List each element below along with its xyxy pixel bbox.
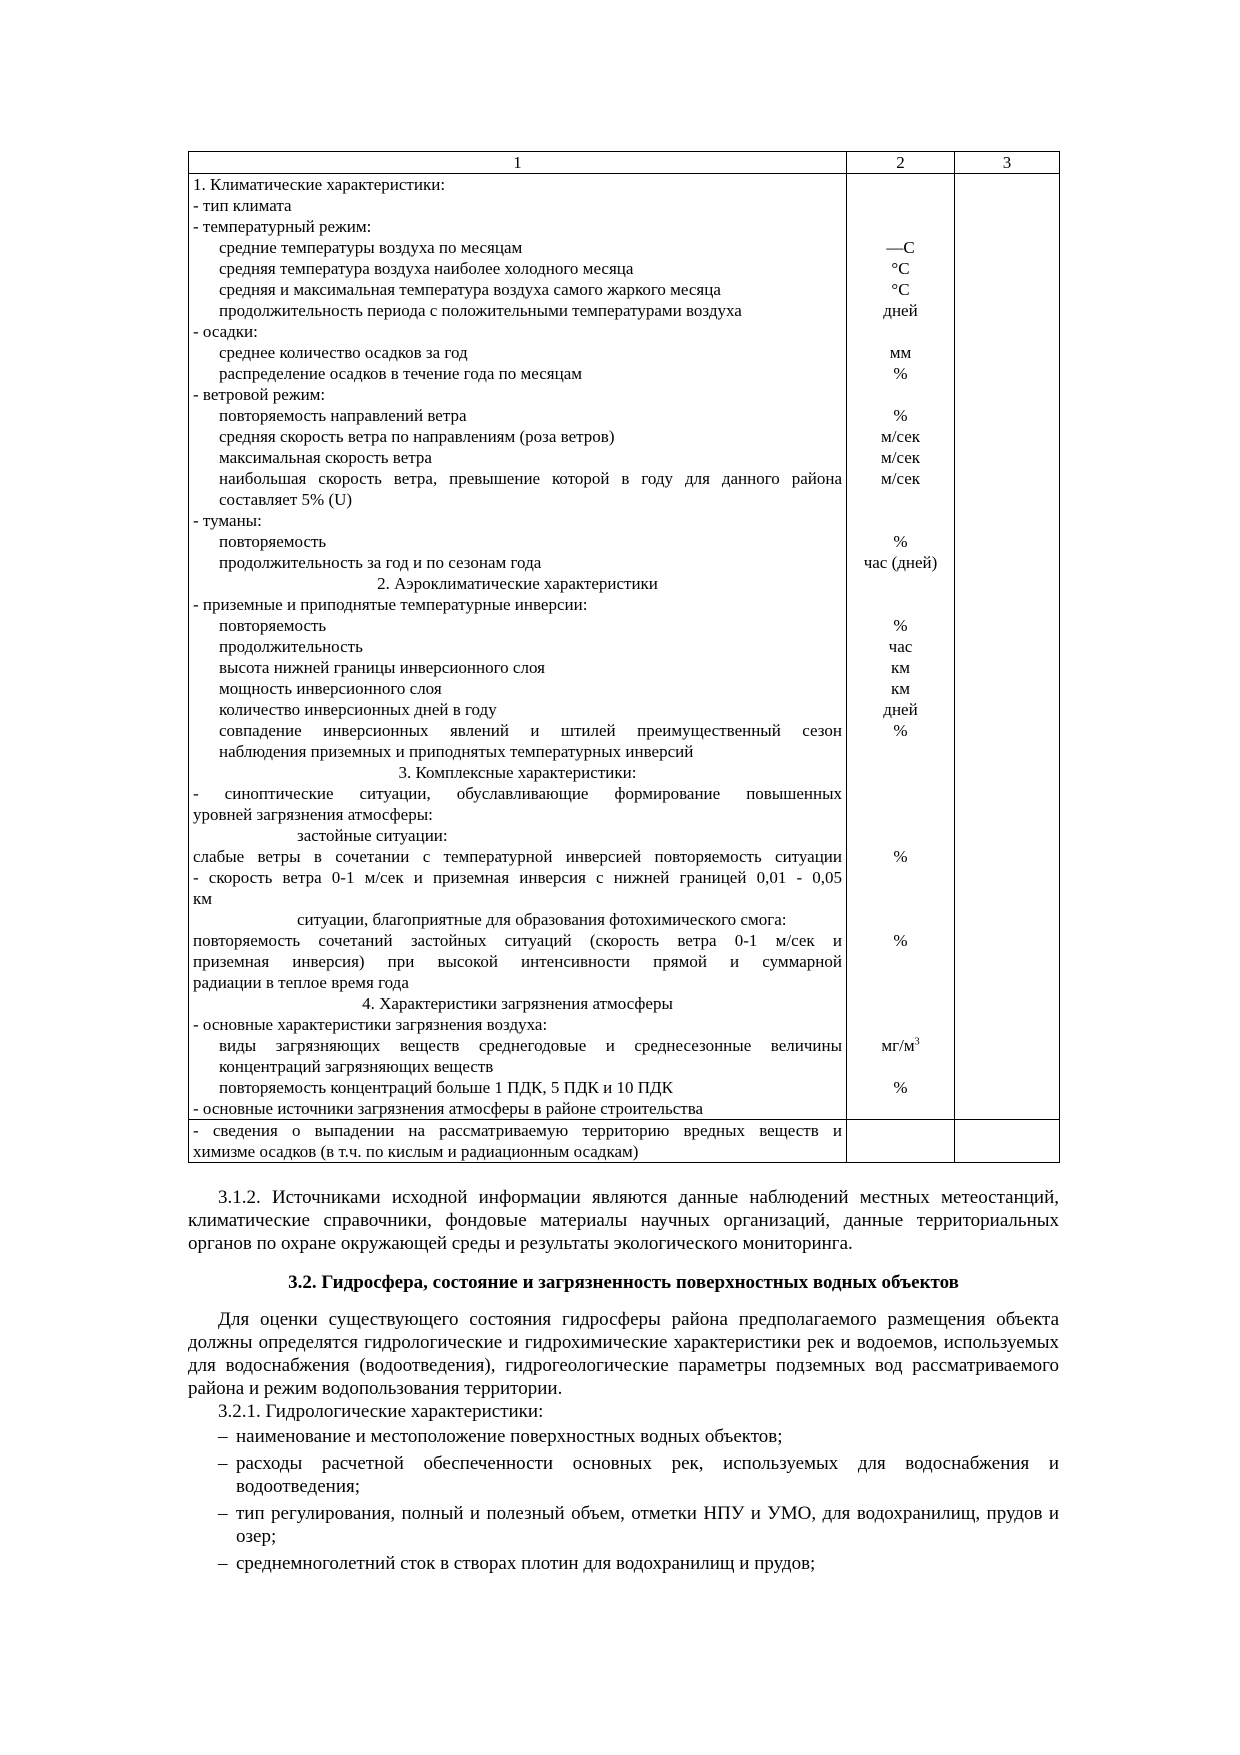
table-line: 3. Комплексные характеристики: (398, 763, 637, 782)
unit-label (851, 363, 950, 384)
table-line: средняя температура воздуха наиболее холодного месяца (219, 259, 634, 278)
unit-label (851, 1098, 950, 1119)
unit-label (851, 972, 950, 993)
header-col-2: 2 (847, 152, 955, 174)
paragraph-3-2-1: 3.2.1. Гидрологические характеристики: (218, 1401, 544, 1422)
table-line: - основные характеристики загрязнения воздуха: (193, 1015, 548, 1034)
table-line: продолжительность за год и по сезонам года (219, 553, 542, 572)
table-line: распределение осадков в течение года по месяцам (219, 364, 583, 383)
table-line: повторяемость направлений ветра (219, 406, 467, 425)
table-line: уровней загрязнения атмосферы: (193, 805, 433, 824)
unit-text: % (893, 406, 908, 425)
unit-text: % (893, 931, 908, 950)
table-line: - синоптические ситуации, обуславливающие формирование повышенных (193, 784, 842, 803)
unit-text: % (893, 721, 908, 740)
unit-label (851, 1077, 950, 1098)
climate-characteristics-table (188, 151, 1060, 1163)
unit-text: км (890, 658, 911, 677)
unit-label (851, 615, 950, 636)
section-text (188, 1186, 1059, 1575)
table-line: - осадки: (193, 322, 258, 341)
unit-label (851, 699, 950, 720)
table-line: радиации в теплое время года (193, 973, 409, 992)
unit-label (851, 384, 950, 405)
unit-text: мг/м (881, 1036, 915, 1055)
table-header-row (189, 152, 1060, 174)
paragraph-3-1-2: 3.1.2. Источниками исходной информации являются данные наблюдений местных метеостанций, климатические справочники, фондовые материалы научных организаций, данные территориальных органов по охране окружающей среды и результаты экологического мониторинга. (188, 1187, 1059, 1254)
table-line: максимальная скорость ветра (219, 448, 432, 467)
unit-superscript: 3 (914, 1036, 920, 1048)
table-line: количество инверсионных дней в году (219, 700, 497, 719)
unit-label (851, 237, 950, 258)
table-line: - сведения о выпадении на рассматриваемую территорию вредных веществ и (193, 1121, 842, 1140)
unit-label (851, 867, 950, 888)
unit-text: °C (891, 259, 910, 278)
unit-label (851, 720, 950, 741)
unit-label (851, 594, 950, 615)
table-line: повторяемость (219, 616, 327, 635)
unit-label (851, 279, 950, 300)
unit-label (851, 804, 950, 825)
table-line: - приземные и приподнятые температурные инверсии: (193, 595, 588, 614)
list-item (188, 1502, 1059, 1548)
unit-label (851, 909, 950, 930)
unit-text: % (893, 1078, 908, 1097)
unit-label (851, 657, 950, 678)
unit-label (851, 1056, 950, 1077)
unit-label (851, 1014, 950, 1035)
section-heading-3-2: 3.2. Гидросфера, состояние и загрязненность поверхностных водных объектов (288, 1272, 959, 1293)
unit-text: % (893, 616, 908, 635)
unit-text: —C (886, 238, 915, 257)
unit-text: м/сек (880, 469, 921, 488)
table-line: продолжительность (219, 637, 363, 656)
description-column (189, 174, 847, 1120)
unit-label (851, 510, 950, 531)
table-line: средняя скорость ветра по направлениям (роза ветров) (219, 427, 615, 446)
unit-label (851, 216, 950, 237)
unit-text: км (890, 679, 911, 698)
paragraph-hydrosphere: Для оценки существующего состояния гидросферы района предполагаемого размещения объекта должны определятся гидрологические и гидрохимические характеристики рек и водоемов, используемых для водоснабжения (водоотведения), гидрогеологические параметры подземных вод рассматриваемого района и режим водопользования территории. (188, 1309, 1059, 1399)
table-line: ситуации, благоприятные для образования фотохимического смога: (297, 910, 787, 929)
dash-bullet: – (218, 1453, 228, 1474)
unit-label (851, 1035, 950, 1056)
unit-label (851, 321, 950, 342)
unit-label (851, 930, 950, 951)
unit-text: час (дней) (863, 553, 938, 572)
unit-label (851, 258, 950, 279)
unit-label (851, 951, 950, 972)
unit-text: % (893, 532, 908, 551)
table-line: км (193, 889, 213, 908)
table-line: - основные источники загрязнения атмосферы в районе строительства (193, 1099, 704, 1118)
unit-label (851, 174, 950, 195)
unit-label (851, 426, 950, 447)
table-line: застойные ситуации: (297, 826, 448, 845)
table-line: наблюдения приземных и приподнятых температурных инверсий (219, 742, 694, 761)
table-last-row (189, 1120, 1060, 1163)
unit-label (851, 783, 950, 804)
unit-label (851, 447, 950, 468)
table-line: 4. Характеристики загрязнения атмосферы (362, 994, 673, 1013)
table-line: - ветровой режим: (193, 385, 326, 404)
list-item-text: расходы расчетной обеспеченности основных рек, используемых для водоснабжения и водоотведения; (236, 1453, 1059, 1497)
list-item (188, 1425, 1059, 1448)
table-line: средняя и максимальная температура воздуха самого жаркого месяца (219, 280, 721, 299)
unit-label (851, 342, 950, 363)
table-line: - туманы: (193, 511, 262, 530)
table-body-row (189, 174, 1060, 1120)
table-line: - тип климата (193, 196, 292, 215)
dash-bullet: – (218, 1426, 228, 1447)
unit-label (851, 888, 950, 909)
table-line: - скорость ветра 0-1 м/сек и приземная инверсия с нижней границей 0,01 - 0,05 (193, 868, 842, 887)
list-item-text: среднемноголетний сток в створах плотин для водохранилищ и прудов; (236, 1553, 816, 1574)
list-item-text: наименование и местоположение поверхностных водных объектов; (236, 1426, 783, 1447)
unit-text: дней (883, 700, 918, 719)
unit-label (851, 636, 950, 657)
table-line: слабые ветры в сочетании с температурной инверсией повторяемость ситуации (193, 847, 842, 866)
unit-label (851, 825, 950, 846)
unit-label (851, 741, 950, 762)
table-line: 1. Климатические характеристики: (193, 175, 446, 194)
unit-text: % (893, 364, 908, 383)
table-line: повторяемость сочетаний застойных ситуаций (скорость ветра 0-1 м/сек и (193, 931, 842, 950)
empty-value-cell (955, 1120, 1060, 1163)
unit-text: час (888, 637, 913, 656)
table-line: составляет 5% (U) (219, 490, 353, 509)
unit-text: дней (883, 301, 918, 320)
unit-text: °C (891, 280, 910, 299)
table-line: 2. Аэроклиматические характеристики (377, 574, 658, 593)
unit-label (851, 489, 950, 510)
table-line: - температурный режим: (193, 217, 372, 236)
table-line: совпадение инверсионных явлений и штилей преимущественный сезон (219, 721, 842, 740)
unit-label (851, 762, 950, 783)
header-col-1: 1 (189, 152, 847, 174)
table-line: продолжительность периода с положительными температурами воздуха (219, 301, 742, 320)
table-line: повторяемость концентраций больше 1 ПДК, 5 ПДК и 10 ПДК (219, 1078, 673, 1097)
unit-label (851, 573, 950, 594)
table-line: химизме осадков (в т.ч. по кислым и радиационным осадкам) (193, 1142, 639, 1161)
unit-label (851, 468, 950, 489)
dash-bullet: – (218, 1503, 228, 1524)
units-column (847, 174, 955, 1120)
table-line: повторяемость (219, 532, 327, 551)
list-item (188, 1552, 1059, 1575)
empty-unit-cell (847, 1120, 955, 1163)
dash-bullet: – (218, 1553, 228, 1574)
table-line: концентраций загрязняющих веществ (219, 1057, 494, 1076)
unit-label (851, 846, 950, 867)
table-line: мощность инверсионного слоя (219, 679, 442, 698)
unit-label (851, 993, 950, 1014)
list-item (188, 1452, 1059, 1498)
unit-text: м/сек (880, 448, 921, 467)
unit-text: % (893, 847, 908, 866)
table-line: среднее количество осадков за год (219, 343, 468, 362)
table-line: средние температуры воздуха по месяцам (219, 238, 523, 257)
unit-label (851, 300, 950, 321)
unit-label (851, 552, 950, 573)
unit-text: мм (889, 343, 912, 362)
list-item-text: тип регулирования, полный и полезный объем, отметки НПУ и УМО, для водохранилищ, прудов и озер; (236, 1503, 1059, 1547)
table-line: виды загрязняющих веществ среднегодовые и среднесезонные величины (219, 1036, 842, 1055)
precipitation-chemistry-cell (189, 1120, 847, 1163)
values-column (955, 174, 1060, 1120)
unit-label (851, 678, 950, 699)
unit-text: м/сек (880, 427, 921, 446)
header-col-3: 3 (955, 152, 1060, 174)
unit-label (851, 195, 950, 216)
table-line: приземная инверсия) при высокой интенсивности прямой и суммарной (193, 952, 842, 971)
table-line: наибольшая скорость ветра, превышение которой в году для данного района (219, 469, 842, 488)
unit-label (851, 531, 950, 552)
hydrology-list (188, 1425, 1059, 1575)
unit-label (851, 405, 950, 426)
table-line: высота нижней границы инверсионного слоя (219, 658, 545, 677)
